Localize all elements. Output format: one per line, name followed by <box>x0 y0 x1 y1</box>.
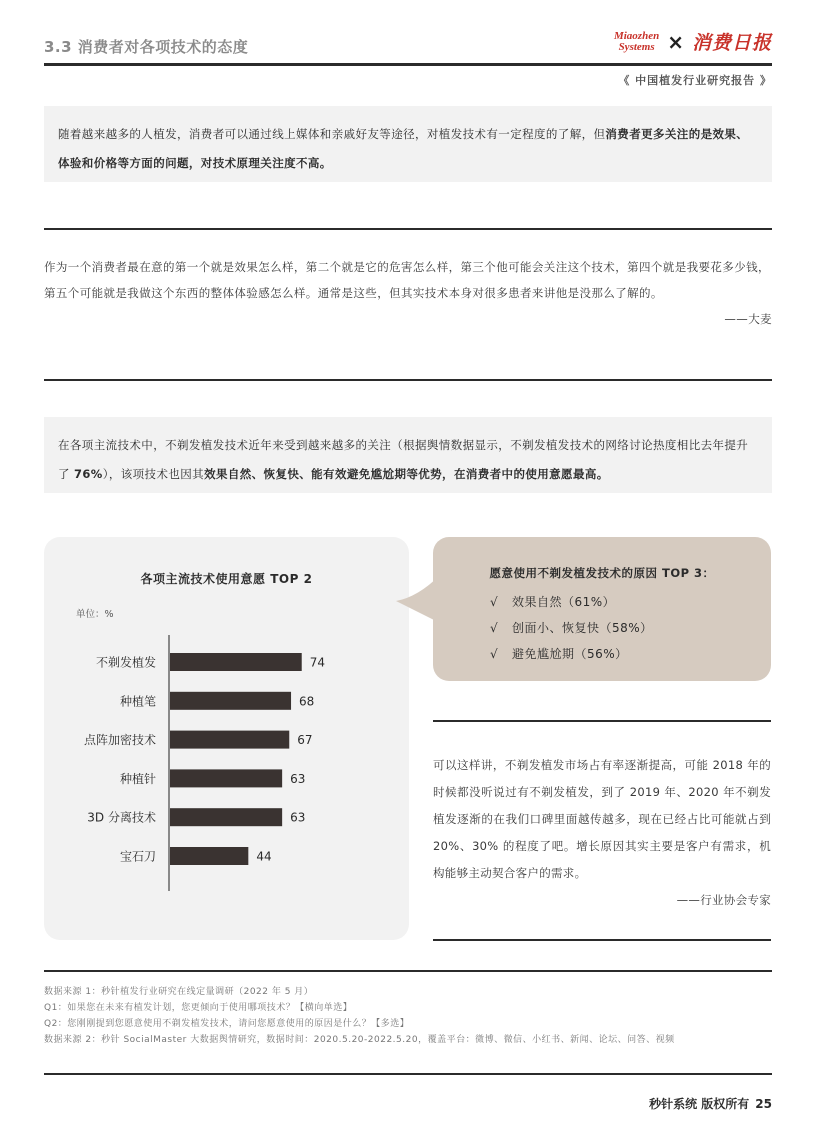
source-line: 数据来源 2：秒针 SocialMaster 大数据舆情研究，数据时间：2020.5.20-2022.5.20，覆盖平台：微博、微信、小红书、新闻、论坛、问答、视频 <box>44 1035 675 1045</box>
quote-1-bottom-rule <box>44 379 772 381</box>
quote-2-attribution: ——行业协会专家 <box>676 893 771 907</box>
copyright: 秒针系统 版权所有 <box>649 1097 750 1111</box>
check-icon: √ <box>490 621 499 635</box>
value-label: 67 <box>297 733 313 748</box>
source-line: Q1：如果您在未来有植发计划，您更倾向于使用哪项技术？【横向单选】 <box>44 1003 353 1013</box>
summary-2-text-a: 在各项主流技术中，不剃发植发技术近年来受到越来越多的关注（根据舆情数据显示，不剃发植发技术的网络讨论热度相比去年提升了 <box>58 438 749 481</box>
miaozhen-logo-line1: Miaozhen <box>613 29 660 42</box>
reason-item <box>490 589 653 615</box>
bar <box>170 731 289 749</box>
bar <box>170 769 282 787</box>
reason-label: 创面小、恢复快（58%） <box>512 621 653 635</box>
category-label: 种植针 <box>119 771 156 786</box>
category-label: 3D 分离技术 <box>87 810 156 825</box>
bar <box>170 808 282 826</box>
quote-2-bottom-rule <box>433 939 771 941</box>
bar <box>170 847 248 865</box>
category-label: 点阵加密技术 <box>83 733 156 748</box>
logo-separator: × <box>667 29 684 54</box>
value-label: 74 <box>309 655 326 670</box>
reason-label: 效果自然（61%） <box>512 595 616 609</box>
reasons-bubble <box>433 537 771 681</box>
header-divider <box>44 63 772 66</box>
page-number: 25 <box>755 1097 772 1111</box>
miaozhen-logo-line2: Systems <box>618 40 655 53</box>
category-label: 宝石刀 <box>119 849 156 864</box>
check-icon: √ <box>490 595 499 609</box>
chart-unit: 单位：% <box>76 609 114 620</box>
bar-chart <box>44 537 409 940</box>
summary-box-2 <box>44 417 772 493</box>
chart-card <box>44 537 409 940</box>
summary-box-1 <box>44 106 772 182</box>
value-label: 63 <box>290 810 306 825</box>
footer-rule <box>44 1073 772 1075</box>
summary-1-highlight: 消费者更多关注的是效果、体验和价格等方面的问题，对技术原理关注度不高。 <box>58 127 749 170</box>
value-label: 68 <box>299 694 315 709</box>
source-line: Q2：您刚刚提到您愿意使用不剃发植发技术，请问您愿意使用的原因是什么？【多选】 <box>44 1019 410 1029</box>
check-icon: √ <box>490 647 499 661</box>
summary-2-stat: 76% <box>73 467 103 481</box>
quote-2-text: 可以这样讲，不剃发植发市场占有率逐渐提高，可能 2018 年的时候都没听说过有不剃发植发，到了 2019 年、2020 年不剃发植发逐渐的在我们口碑里面越传越多，现在已经占比可能就占到 20%、30% 的程度了吧。增长原因其实主要是客户有需求，机构能够主动契合客户的需求。 <box>433 758 771 880</box>
reason-item <box>490 615 653 641</box>
quote-1 <box>44 254 772 332</box>
summary-1-text: 随着越来越多的人植发，消费者可以通过线上媒体和亲戚好友等途径，对植发技术有一定程度的了解，但 <box>58 127 606 141</box>
xiaofei-ribao-logo: 消费日报 <box>691 32 772 54</box>
miaozhen-logo <box>614 31 659 53</box>
partner-logos <box>614 28 772 55</box>
sources-top-rule <box>44 970 772 972</box>
chart-title: 各项主流技术使用意愿 TOP 2 <box>140 572 313 586</box>
reasons-title: 愿意使用不剃发植发技术的原因 TOP 3： <box>489 566 715 580</box>
category-label: 不剃发植发 <box>95 655 156 670</box>
reason-label: 避免尴尬期（56%） <box>512 647 628 661</box>
report-name: 《 中国植发行业研究报告 》 <box>618 74 772 87</box>
reason-item <box>490 641 653 667</box>
quote-1-attribution: ——大麦 <box>724 312 772 326</box>
bar <box>170 653 302 671</box>
quote-1-top-rule <box>44 228 772 230</box>
data-sources <box>44 984 772 1048</box>
value-label: 63 <box>290 771 306 786</box>
bar <box>170 692 291 710</box>
quote-2-top-rule <box>433 720 771 722</box>
summary-2-text-b: ），该项技术也因其 <box>102 467 205 481</box>
source-line: 数据来源 1：秒针植发行业研究在线定量调研（2022 年 5 月） <box>44 987 314 997</box>
footer <box>649 1095 772 1112</box>
value-label: 44 <box>256 849 272 864</box>
category-label: 种植笔 <box>119 694 156 709</box>
reasons-list <box>490 589 653 667</box>
summary-2-highlight: 效果自然、恢复快、能有效避免尴尬期等优势，在消费者中的使用意愿最高。 <box>204 467 609 481</box>
section-title: 3.3 消费者对各项技术的态度 <box>44 38 249 56</box>
quote-2 <box>433 752 771 914</box>
quote-1-text: 作为一个消费者最在意的第一个就是效果怎么样，第二个就是它的危害怎么样，第三个他可能会关注这个技术，第四个就是我要花多少钱，第五个可能就是我做这个东西的整体体验感怎么样。通常是这些，但其实技术本身对很多患者来讲他是没那么了解的。 <box>44 260 770 300</box>
